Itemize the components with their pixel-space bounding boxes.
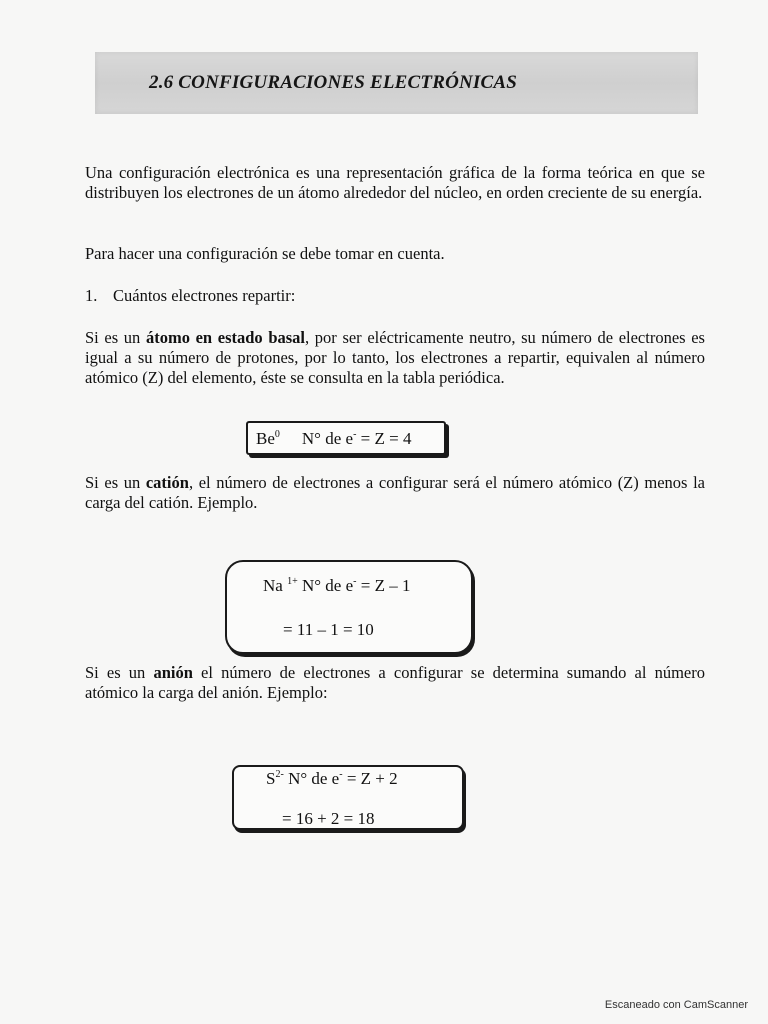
sulfur-result: = 16 + 2 = 18 xyxy=(282,809,375,828)
example-box-sodium xyxy=(225,560,473,654)
charge-superscript: 1+ xyxy=(287,576,298,587)
cation-text-post: , el número de electrones a configurar será el número atómico (Z) menos la carga del catión. Ejemplo. xyxy=(85,473,705,512)
basal-text-post: , por ser eléctricamente neutro, su número de electrones es igual a su número de protones, por lo tanto, los electrones a repartir, equivalen al número atómico (Z) del elemento, éste se consulta en la tabla periódica. xyxy=(85,328,705,387)
equation-part: = Z – 1 xyxy=(356,576,411,595)
sodium-equation xyxy=(263,576,410,596)
consider-paragraph: Para hacer una configuración se debe tomar en cuenta. xyxy=(85,244,445,263)
section-title: 2.6 CONFIGURACIONES ELECTRÓNICAS xyxy=(149,72,518,93)
beryllium-equation xyxy=(256,429,411,449)
electron-charge-superscript: - xyxy=(353,576,357,587)
intro-paragraph: Una configuración electrónica es una representación gráfica de la forma teórica en que se distribuyen los electrones de un átomo alrededor del núcleo, en orden creciente de su energía. xyxy=(85,163,705,202)
cation-term: catión xyxy=(145,473,189,492)
basal-paragraph xyxy=(85,328,705,388)
list-item-number: 1. xyxy=(85,286,98,305)
anion-paragraph xyxy=(85,663,705,703)
charge-superscript: 0 xyxy=(274,429,280,440)
list-item-1 xyxy=(85,286,705,306)
equation-part: = Z = 4 xyxy=(356,429,412,448)
element-symbol: Na xyxy=(263,576,288,595)
element-symbol: Be xyxy=(256,429,275,448)
example-box-sulfur xyxy=(232,765,464,830)
sodium-result: = 11 – 1 = 10 xyxy=(283,620,374,639)
cation-text-pre: Si es un xyxy=(85,473,146,492)
electron-charge-superscript: - xyxy=(339,769,343,780)
scanner-watermark: Escaneado con CamScanner xyxy=(604,999,748,1011)
list-item-text: Cuántos electrones repartir: xyxy=(113,286,296,305)
section-header-band xyxy=(95,52,698,114)
equation-part: N° de e xyxy=(297,576,354,595)
charge-superscript: 2- xyxy=(275,769,284,780)
electron-charge-superscript: - xyxy=(353,429,357,440)
equation-part: N° de e xyxy=(301,429,354,448)
equation-part: N° de e xyxy=(283,769,340,788)
element-symbol: S xyxy=(266,769,276,788)
equation-part: = Z + 2 xyxy=(342,769,398,788)
anion-text-post: el número de electrones a configurar se determina sumando al número atómico la carga del anión. Ejemplo: xyxy=(85,663,705,702)
sulfur-equation xyxy=(266,769,398,789)
anion-text-pre: Si es un xyxy=(85,663,154,682)
anion-term: anión xyxy=(153,663,193,682)
basal-text-pre: Si es un xyxy=(85,328,146,347)
basal-term: átomo en estado basal xyxy=(145,328,306,347)
example-box-beryllium xyxy=(246,421,446,455)
cation-paragraph xyxy=(85,473,705,513)
